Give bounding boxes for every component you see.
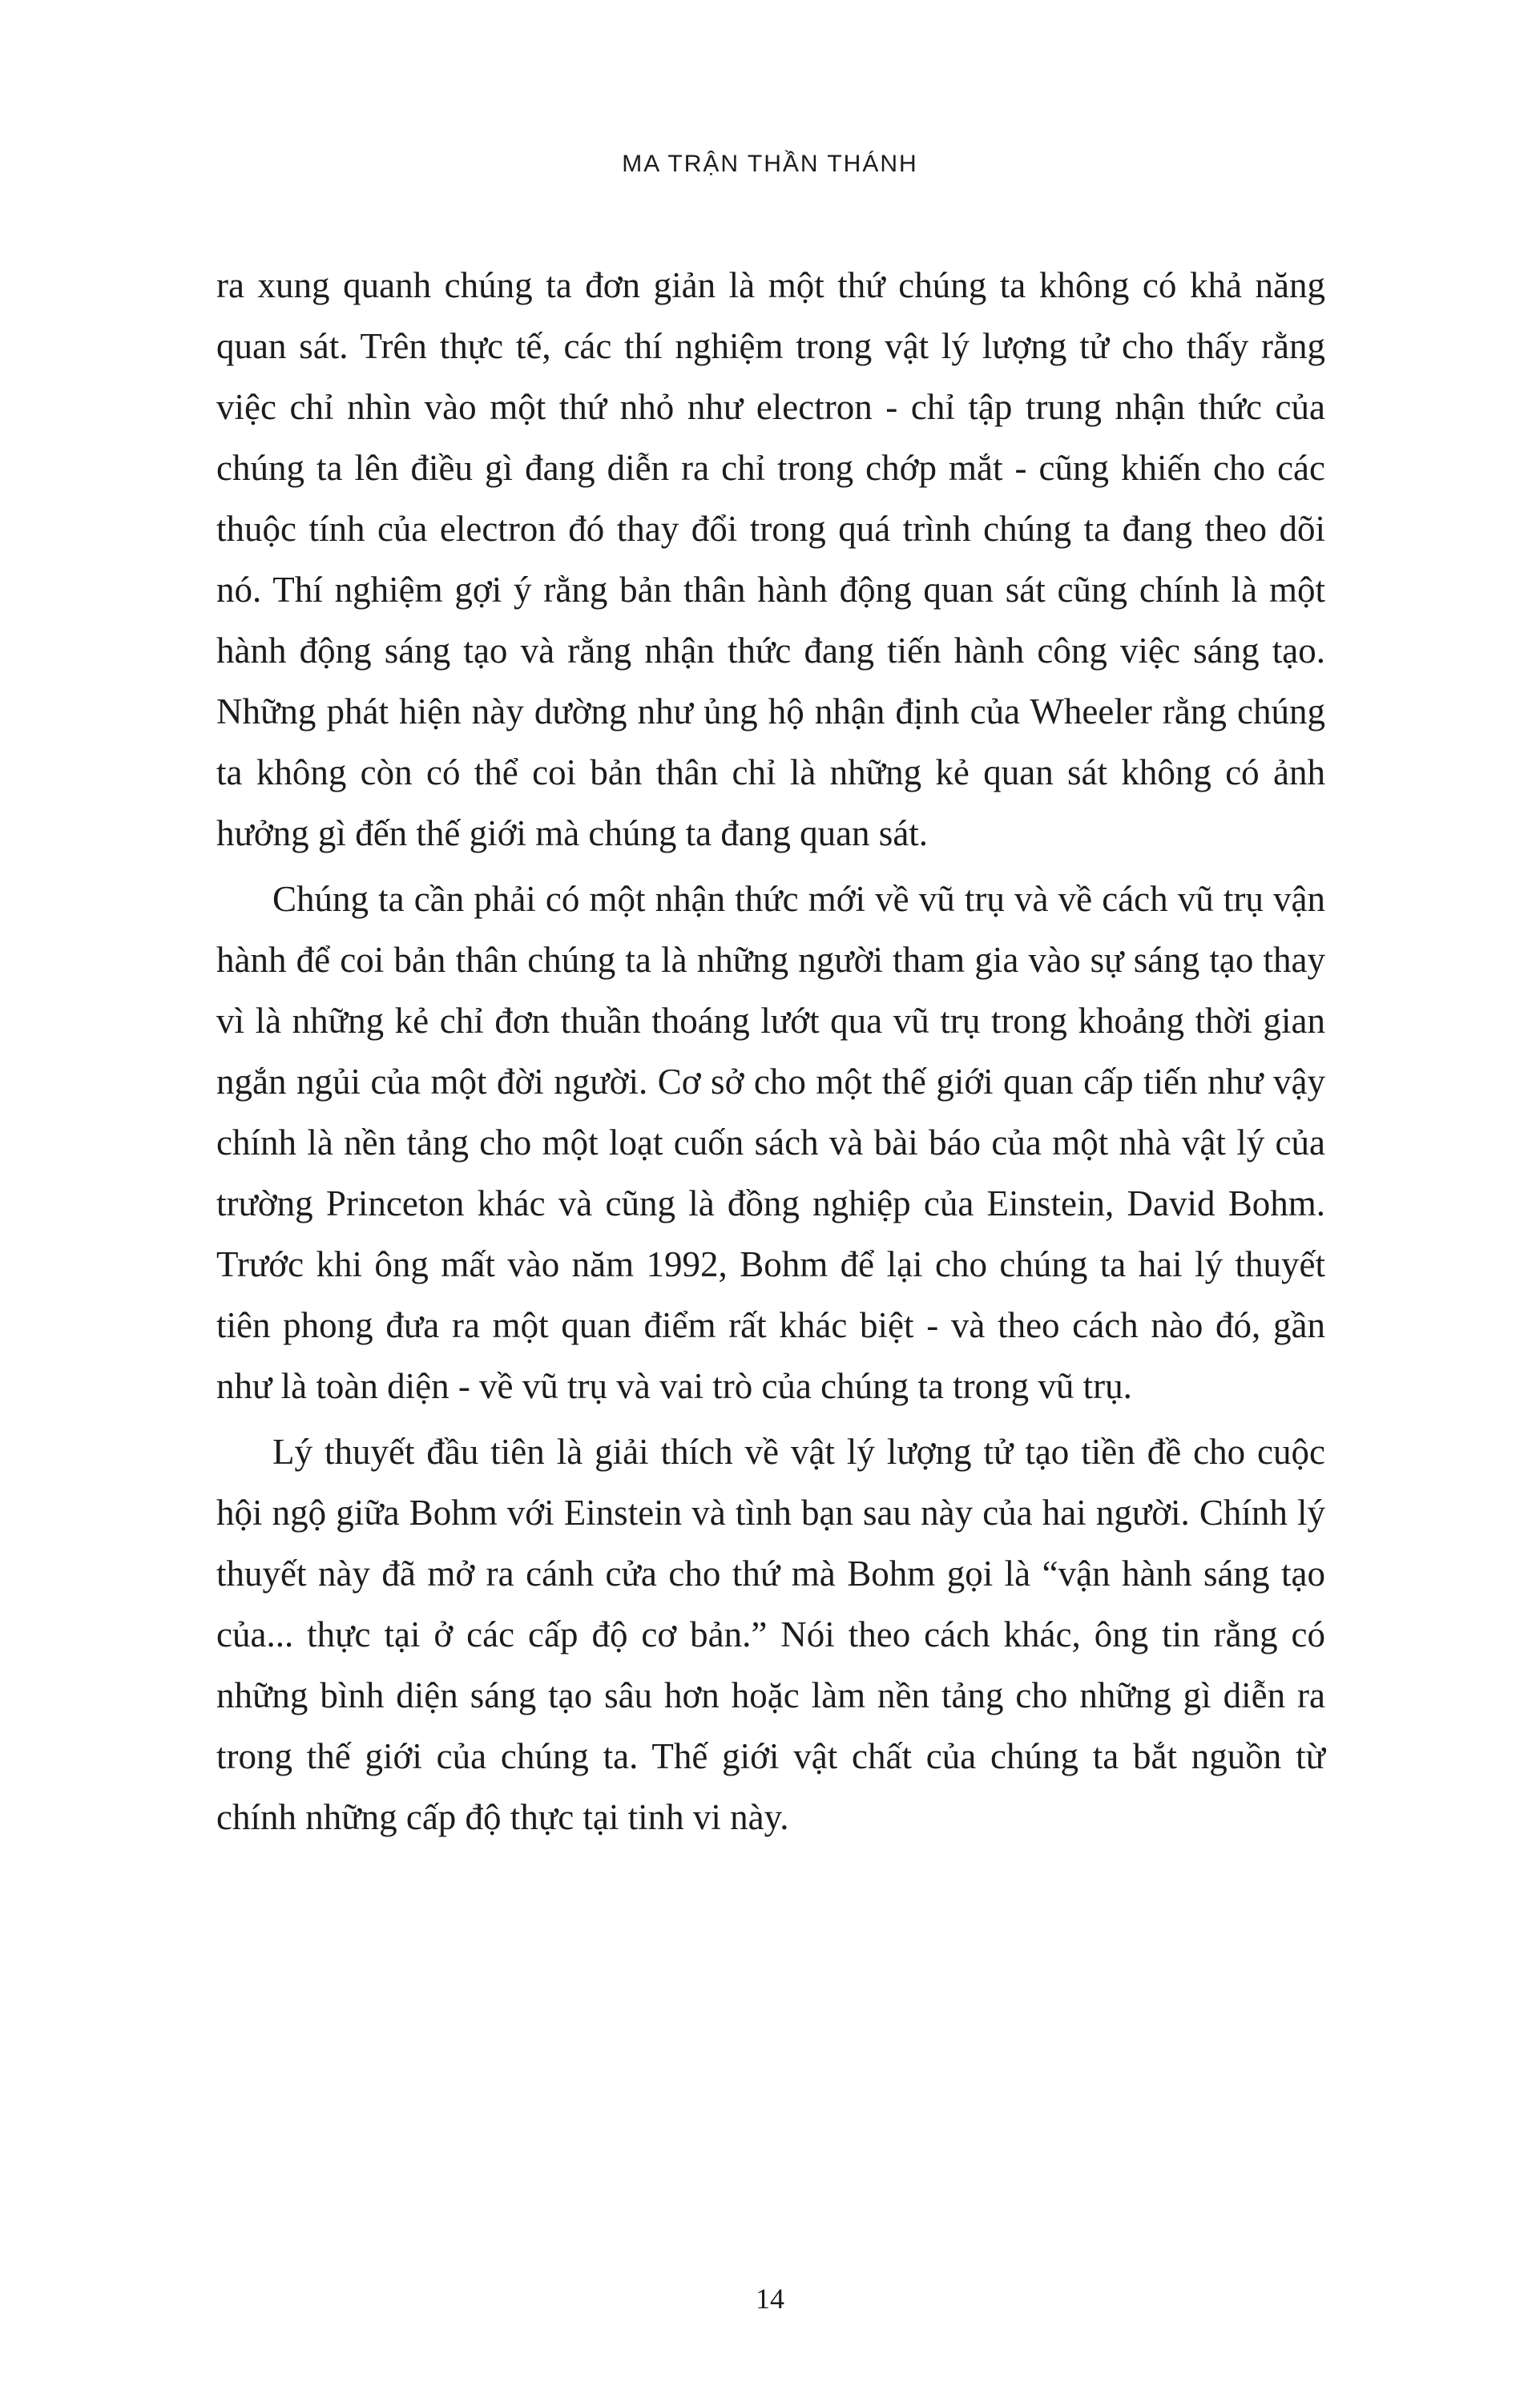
running-head: MA TRẬN THẦN THÁNH (622, 151, 918, 177)
paragraph-1: ra xung quanh chúng ta đơn giản là một thứ chúng ta không có khả năng quan sát. Trên thực tế, các thí nghiệm trong vật lý lượng tử cho thấy rằng việc chỉ nhìn vào một thứ nhỏ như electron - chỉ tập trung nhận thức của chúng ta lên điều gì đang diễn ra chỉ trong chớp mắt - cũng khiến cho các thuộc tính của electron đó thay đổi trong quá trình chúng ta đang theo dõi nó. Thí nghiệm gợi ý rằng bản thân hành động quan sát cũng chính là một hành động sáng tạo và rằng nhận thức đang tiến hành công việc sáng tạo. Những phát hiện này dường như ủng hộ nhận định của Wheeler rằng chúng ta không còn có thể coi bản thân chỉ là những kẻ quan sát không có ảnh hưởng gì đến thế giới mà chúng ta đang quan sát. (216, 265, 1325, 853)
body-text-block (216, 255, 1325, 1852)
paragraph-3: Lý thuyết đầu tiên là giải thích về vật lý lượng tử tạo tiền đề cho cuộc hội ngộ giữa Bohm với Einstein và tình bạn sau này của hai người. Chính lý thuyết này đã mở ra cánh cửa cho thứ mà Bohm gọi là “vận hành sáng tạo của... thực tại ở các cấp độ cơ bản.” Nói theo cách khác, ông tin rằng có những bình diện sáng tạo sâu hơn hoặc làm nền tảng cho những gì diễn ra trong thế giới của chúng ta. Thế giới vật chất của chúng ta bắt nguồn từ chính những cấp độ thực tại tinh vi này. (216, 1432, 1325, 1837)
page-number: 14 (756, 2283, 784, 2315)
paragraph-2: Chúng ta cần phải có một nhận thức mới về vũ trụ và về cách vũ trụ vận hành để coi bản thân chúng ta là những người tham gia vào sự sáng tạo thay vì là những kẻ chỉ đơn thuần thoáng lướt qua vũ trụ trong khoảng thời gian ngắn ngủi của một đời người. Cơ sở cho một thế giới quan cấp tiến như vậy chính là nền tảng cho một loạt cuốn sách và bài báo của một nhà vật lý của trường Princeton khác và cũng là đồng nghiệp của Einstein, David Bohm. Trước khi ông mất vào năm 1992, Bohm để lại cho chúng ta hai lý thuyết tiên phong đưa ra một quan điểm rất khác biệt - và theo cách nào đó, gần như là toàn diện - về vũ trụ và vai trò của chúng ta trong vũ trụ. (216, 879, 1325, 1406)
